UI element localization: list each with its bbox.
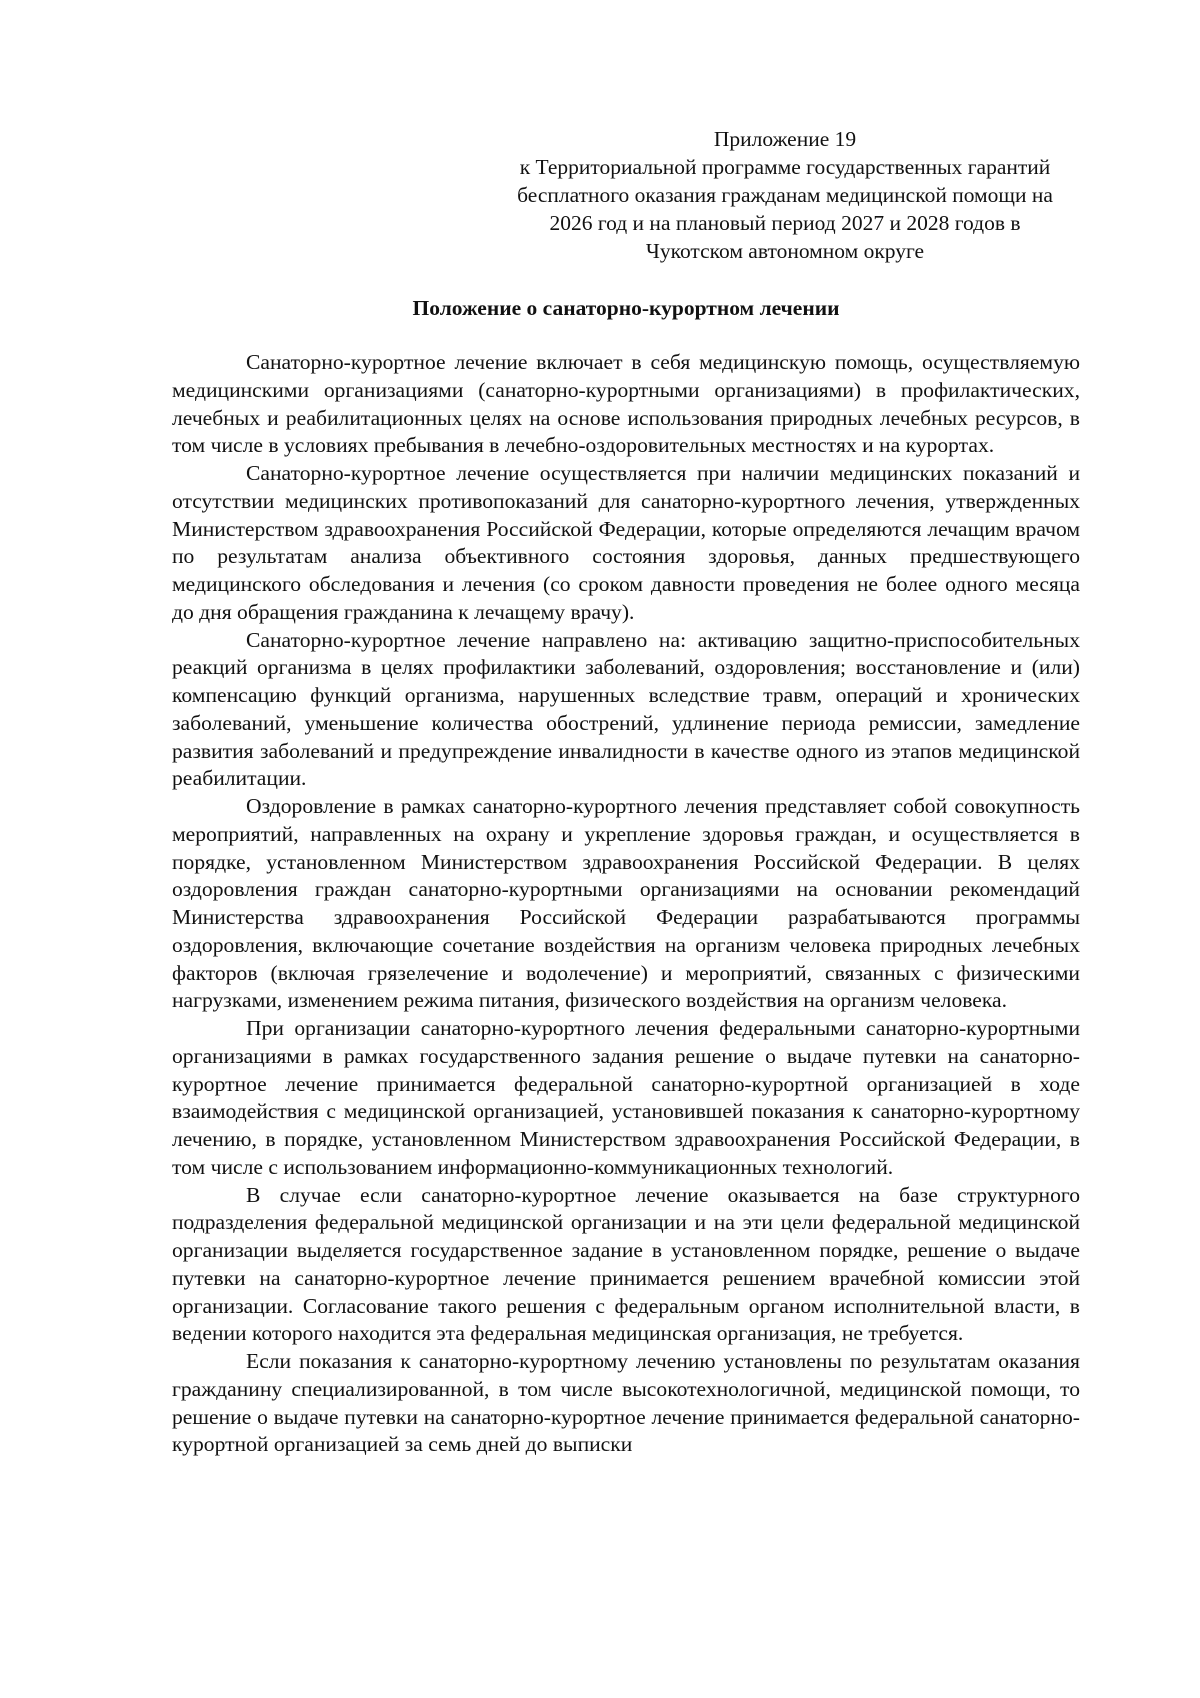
appendix-line: к Территориальной программе государственных гарантий (519, 155, 1051, 179)
appendix-header (490, 125, 1080, 265)
document-body (172, 349, 1080, 1459)
appendix-line: Чукотском автономном округе (645, 239, 925, 263)
paragraph: При организации санаторно-курортного лечения федеральными санаторно-курортными организациями в рамках государственного задания решение о выдаче путевки на санаторно-курортное лечение принимается федеральной санаторно-курортной организацией в ходе взаимодействия с медицинской организацией, установившей показания к санаторно-курортному лечению, в порядке, установленном Министерством здравоохранения Российской Федерации, в том числе с использованием информационно-коммуникационных технологий. (172, 1016, 1080, 1179)
paragraph: Санаторно-курортное лечение осуществляется при наличии медицинских показаний и отсутствии медицинских противопоказаний для санаторно-курортного лечения, утвержденных Министерством здравоохранения Российской Федерации, которые определяются лечащим врачом по результатам анализа объективного состояния здоровья, данных предшествующего медицинского обследования и лечения (со сроком давности проведения не более одного месяца до дня обращения гражданина к лечащему врачу). (172, 461, 1080, 624)
appendix-line: бесплатного оказания гражданам медицинской помощи на (517, 183, 1053, 207)
paragraph: Санаторно-курортное лечение направлено на: активацию защитно-приспособительных реакций организма в целях профилактики заболеваний, оздоровления; восстановление и (или) компенсацию функций организма, нарушенных вследствие травм, операций и хронических заболеваний, уменьшение количества обострений, удлинение периода ремиссии, замедление развития заболеваний и предупреждение инвалидности в качестве одного из этапов медицинской реабилитации. (172, 627, 1080, 791)
document-title: Положение о санаторно-курортном лечении (412, 296, 840, 320)
paragraph: Санаторно-курортное лечение включает в себя медицинскую помощь, осуществляемую медицинскими организациями (санаторно-курортными организациями) в профилактических, лечебных и реабилитационных целях на основе использования природных лечебных ресурсов, в том числе в условиях пребывания в лечебно-оздоровительных местностях и на курортах. (172, 350, 1080, 458)
appendix-number: Приложение 19 (713, 127, 857, 151)
paragraph: Оздоровление в рамках санаторно-курортного лечения представляет собой совокупность мероприятий, направленных на охрану и укрепление здоровья граждан, и осуществляется в порядке, установленном Министерством здравоохранения Российской Федерации. В целях оздоровления граждан санаторно-курортными организациями на основании рекомендаций Министерства здравоохранения Российской Федерации разрабатываются программы оздоровления, включающие сочетание воздействия на организм человека природных лечебных факторов (включая грязелечение и водолечение) и мероприятий, связанных с физическими нагрузками, изменением режима питания, физического воздействия на организм человека. (172, 794, 1080, 1013)
paragraph: Если показания к санаторно-курортному лечению установлены по результатам оказания гражданину специализированной, в том числе высокотехнологичной, медицинской помощи, то решение о выдаче путевки на санаторно-курортное лечение принимается федеральной санаторно-курортной организацией за семь дней до выписки (172, 1349, 1080, 1457)
appendix-line: 2026 год и на плановый период 2027 и 2028 годов в (549, 211, 1021, 235)
paragraph: В случае если санаторно-курортное лечение оказывается на базе структурного подразделения федеральной медицинской организации и на эти цели федеральной медицинской организации выделяется государственное задание в установленном порядке, решение о выдаче путевки на санаторно-курортное лечение принимается решением врачебной комиссии этой организации. Согласование такого решения с федеральным органом исполнительной власти, в ведении которого находится эта федеральная медицинская организация, не требуется. (172, 1182, 1080, 1346)
